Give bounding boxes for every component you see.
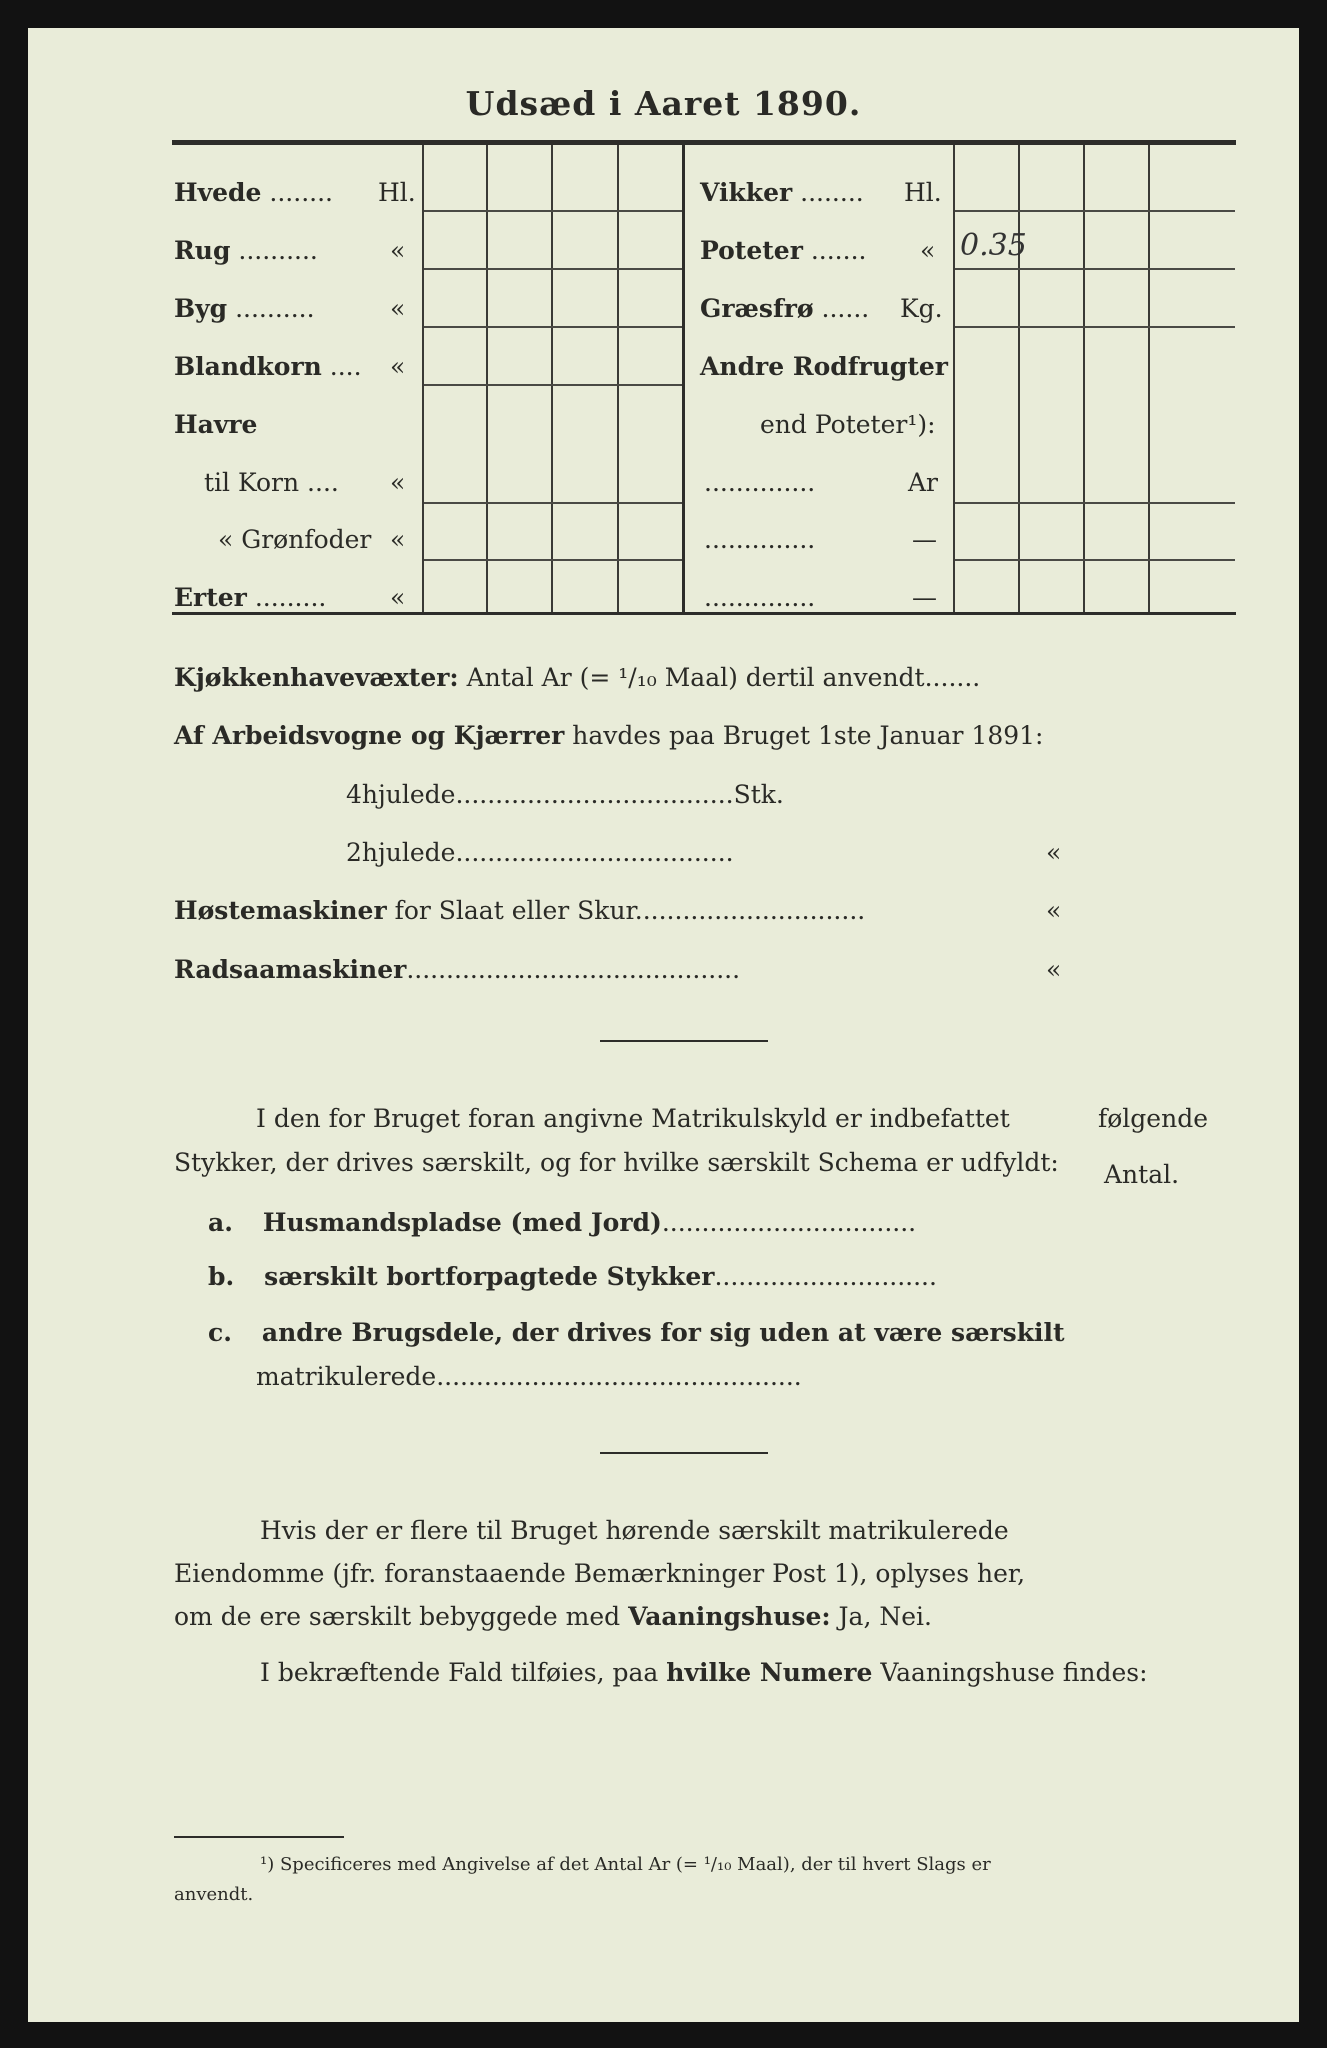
- kjokkenhave-line: [174, 663, 980, 692]
- row-label: Hvede: [174, 178, 262, 207]
- grid-line: [955, 502, 1235, 504]
- item-c-line2: [256, 1362, 802, 1391]
- grid-line: [1083, 145, 1085, 612]
- row-label: Byg: [174, 294, 228, 323]
- matrikul-line1-right: følgende: [1098, 1104, 1208, 1133]
- hjulede2-dots: ...................................: [455, 838, 734, 867]
- row-havre: Havre: [174, 410, 258, 439]
- row-erter: [174, 583, 326, 612]
- grid-line: [424, 559, 682, 561]
- hvis-line3b: Vaaningshuse:: [628, 1602, 831, 1631]
- item-a: [208, 1208, 916, 1237]
- row-dots: ..............: [704, 468, 816, 497]
- row-unit: —: [912, 525, 937, 554]
- arbeidsvogne-label: Af Arbeidsvogne og Kjærrer: [174, 721, 565, 750]
- hjulede4-line: [346, 780, 784, 809]
- footnote-rule: [174, 1836, 344, 1838]
- item-c-dots: ..............................................: [436, 1362, 802, 1391]
- row-til-korn: [204, 468, 339, 497]
- hostemaskiner-label: Høstemaskiner: [174, 896, 387, 925]
- page-title: Udsæd i Aaret 1890.: [465, 84, 862, 123]
- grid-line: [955, 210, 1235, 212]
- row-label: til Korn: [204, 468, 300, 497]
- row-graesfro: [700, 294, 869, 323]
- table-center-divider: [682, 145, 685, 612]
- row-unit: «: [390, 294, 406, 323]
- row-label: Poteter: [700, 236, 803, 265]
- item-text: Husmandspladse (med Jord): [262, 1208, 662, 1237]
- row-unit: «: [390, 236, 406, 265]
- hjulede4-label: 4hjulede: [346, 780, 456, 809]
- item-dots: ............................: [714, 1262, 937, 1291]
- row-dots: ........: [800, 178, 864, 207]
- radsaamaskiner-dots: ..........................................: [406, 955, 741, 984]
- matrikul-line2: Stykker, der drives særskilt, og for hvilke særskilt Schema er udfyldt:: [174, 1148, 1059, 1177]
- hvis-line4a: I bekræftende Fald tilføies, paa: [260, 1658, 667, 1687]
- row-gronfoder: « Grønfoder: [218, 525, 372, 554]
- matrikul-line1: I den for Bruget foran angivne Matrikulskyld er indbefattet: [256, 1104, 1010, 1133]
- hjulede2-label: 2hjulede: [346, 838, 456, 867]
- footnote-line2: anvendt.: [174, 1884, 254, 1905]
- row-label: Blandkorn: [174, 352, 322, 381]
- item-dots: ................................: [661, 1208, 917, 1237]
- arbeidsvogne-text: havdes paa Bruget 1ste Januar 1891:: [572, 721, 1044, 750]
- hvis-line4c: Vaaningshuse findes:: [872, 1658, 1148, 1687]
- grid-line: [1148, 145, 1150, 612]
- handwritten-poteter-value: 0.35: [960, 228, 1027, 263]
- row-dots: ..............: [704, 525, 816, 554]
- section-divider: [600, 1452, 768, 1454]
- antal-label: Antal.: [1104, 1160, 1180, 1189]
- hostemaskiner-dots: .............................: [634, 896, 866, 925]
- radsaamaskiner-label: Radsaamaskiner: [174, 955, 407, 984]
- row-unit: «: [390, 468, 406, 497]
- row-dots: .......: [810, 236, 867, 265]
- grid-line: [424, 268, 682, 270]
- row-dots: ..........: [238, 236, 318, 265]
- item-letter: a.: [208, 1208, 233, 1237]
- row-byg: [174, 294, 315, 323]
- table-bottom-rule: [172, 612, 1236, 615]
- hvis-line2: Eiendomme (jfr. foranstaaende Bemærkninger Post 1), oplyses her,: [174, 1559, 1026, 1588]
- item-letter: b.: [208, 1262, 235, 1291]
- hvis-line3c: Ja, Nei.: [830, 1602, 932, 1631]
- row-end-poteter: end Poteter¹):: [760, 410, 936, 439]
- hostemaskiner-unit: «: [1046, 896, 1062, 925]
- row-unit: «: [390, 583, 406, 612]
- item-letter: c.: [208, 1318, 232, 1347]
- grid-line: [422, 145, 424, 612]
- row-unit: Hl.: [904, 178, 942, 207]
- row-label: Græsfrø: [700, 294, 814, 323]
- form-page: [28, 28, 1299, 2022]
- row-dots: ....: [329, 352, 362, 381]
- item-c-text: matrikulerede: [256, 1362, 437, 1391]
- grid-line: [424, 210, 682, 212]
- grid-line: [955, 268, 1235, 270]
- item-b: [208, 1262, 937, 1291]
- row-dots: ........: [269, 178, 333, 207]
- hostemaskiner-text: for Slaat eller Skur: [394, 896, 635, 925]
- row-vikker: [700, 178, 864, 207]
- row-dots: .........: [254, 583, 327, 612]
- row-dots: ..........: [235, 294, 315, 323]
- row-label: Rug: [174, 236, 231, 265]
- row-unit: «: [390, 525, 406, 554]
- row-dots: ..............: [704, 583, 816, 612]
- grid-line: [1018, 145, 1020, 612]
- hvis-line3: [174, 1602, 932, 1631]
- row-unit: —: [912, 583, 937, 612]
- row-hvede: [174, 178, 333, 207]
- hvis-line3a: om de ere særskilt bebyggede med: [174, 1602, 629, 1631]
- grid-line: [955, 326, 1235, 328]
- row-label: Erter: [174, 583, 247, 612]
- grid-line: [424, 384, 682, 386]
- row-unit: Kg.: [900, 294, 943, 323]
- hvis-line1: Hvis der er flere til Bruget hørende særskilt matrikulerede: [260, 1516, 1009, 1545]
- row-poteter: [700, 236, 866, 265]
- row-unit: Ar: [908, 468, 939, 497]
- table-top-rule: [172, 140, 1236, 145]
- row-rug: [174, 236, 318, 265]
- arbeidsvogne-line: [174, 721, 1043, 750]
- radsaamaskiner-unit: «: [1046, 955, 1062, 984]
- grid-line: [617, 145, 619, 612]
- row-unit: «: [390, 352, 406, 381]
- hvis-line4: [260, 1658, 1148, 1687]
- radsaamaskiner-line: [174, 955, 740, 984]
- hjulede2-line: [346, 838, 734, 867]
- grid-line: [486, 145, 488, 612]
- row-dots: ......: [821, 294, 870, 323]
- hjulede4-dots: ...................................: [455, 780, 734, 809]
- kjokkenhave-label: Kjøkkenhavevæxter:: [174, 663, 459, 692]
- kjokkenhave-text: Antal Ar (= ¹/₁₀ Maal) dertil anvendt.......: [466, 663, 981, 692]
- item-c: [208, 1318, 1065, 1347]
- row-dots: ....: [307, 468, 339, 497]
- row-unit: «: [920, 236, 936, 265]
- grid-line: [424, 326, 682, 328]
- grid-line: [953, 145, 955, 612]
- hostemaskiner-line: [174, 896, 865, 925]
- row-unit: Hl.: [378, 178, 416, 207]
- section-divider: [600, 1040, 768, 1042]
- hjulede2-unit: «: [1046, 838, 1062, 867]
- row-label: Vikker: [700, 178, 793, 207]
- grid-line: [955, 559, 1235, 561]
- item-text: andre Brugsdele, der drives for sig uden at være særskilt: [261, 1318, 1065, 1347]
- row-blandkorn: [174, 352, 362, 381]
- grid-line: [424, 502, 682, 504]
- row-andre-rodfrugter: Andre Rodfrugter: [700, 352, 948, 381]
- footnote-line1: ¹) Specificeres med Angivelse af det Antal Ar (= ¹/₁₀ Maal), der til hvert Slags er: [260, 1854, 991, 1875]
- hjulede4-unit: Stk.: [733, 780, 784, 809]
- item-text: særskilt bortforpagtede Stykker: [264, 1262, 715, 1291]
- hvis-line4b: hvilke Numere: [666, 1658, 873, 1687]
- grid-line: [551, 145, 553, 612]
